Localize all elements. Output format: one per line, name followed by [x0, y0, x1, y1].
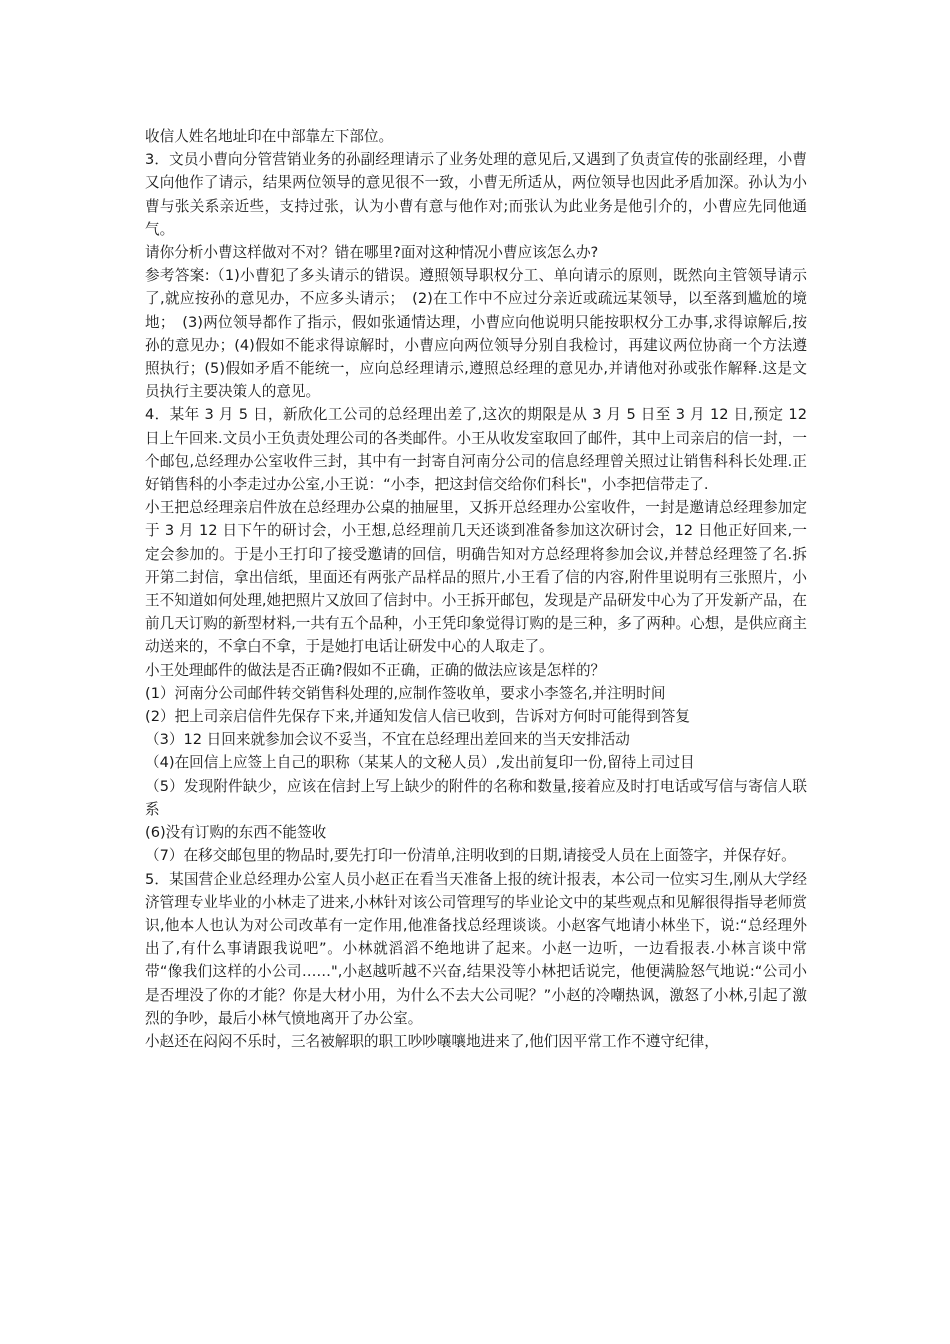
paragraph-case-3-answer: 参考答案:（1)小曹犯了多头请示的错误。遵照领导职权分工、单向请示的原则，既然向主管领导请示了,就应按孙的意见办，不应多头请示； (2)在工作中不应过分亲近或疏远某领导，以至落到尴尬的境地； (3)两位领导都作了指示，假如张通情达理，小曹应向他说明只能按职权分工办事,求得谅解后,按孙的意见办；(4)假如不能求得谅解时，小曹应向两位领导分别自我检讨，再建议两位协商一个方法遵照执行；(5)假如矛盾不能统一，应向总经理请示,遵照总经理的意见办,并请他对孙或张作解释.这是文员执行主要决策人的意见。: [145, 267, 807, 401]
paragraph-case-5-continued: 小赵还在闷闷不乐时，三名被解职的职工吵吵嚷嚷地进来了,他们因平常工作不遵守纪律，: [145, 1032, 719, 1050]
paragraph-case-5: 5．某国营企业总经理办公室人员小赵正在看当天准备上报的统计报表，本公司一位实习生,刚从大学经济管理专业毕业的小林走了进来,小林针对该公司管理写的毕业论文中的某些观点和见解很得指导老师赏识,他本人也认为对公司改革有一定作用,他准备找总经理谈谈。小赵客气地请小林坐下，说:“总经理外出了,有什么事请跟我说吧”。小林就滔滔不绝地讲了起来。小赵一边听，一边看报表.小林言谈中常带“像我们这样的小公司……",小赵越听越不兴奋,结果没等小林把话说完，他便满脸怒气地说:“公司小是否埋没了你的才能？你是大材小用，为什么不去大公司呢？”小赵的冷嘲热讽，激怒了小林,引起了激烈的争吵，最后小林气愤地离开了办公室。: [145, 870, 807, 1027]
answer-item-2: (2）把上司亲启信件先保存下来,并通知发信人信已收到，告诉对方何时可能得到答复: [145, 708, 690, 726]
answer-item-5: （5）发现附件缺少，应该在信封上写上缺少的附件的名称和数量,接着应及时打电话或写信与寄信人联系: [145, 777, 807, 818]
answer-item-3: （3）12 日回来就参加会议不妥当，不宜在总经理出差回来的当天安排活动: [145, 731, 630, 749]
paragraph-case-3: 3．文员小曹向分管营销业务的孙副经理请示了业务处理的意见后,又遇到了负责宣传的张副经理，小曹又向他作了请示，结果两位领导的意见很不一致，小曹无所适从，两位领导也因此矛盾加深。孙认为小曹与张关系亲近些，支持过张，认为小曹有意与他作对;而张认为此业务是他引介的，小曹应先同他通气。: [145, 151, 807, 238]
paragraph-envelope-note: 收信人姓名地址印在中部靠左下部位。: [145, 128, 394, 145]
paragraph-case-4-detail: 小王把总经理亲启件放在总经理办公桌的抽屉里，又拆开总经理办公室收件，一封是邀请总经理参加定于 3 月 12 日下午的研讨会，小王想,总经理前几天还谈到准备参加这次研讨会，12 日他正好回来,一定会参加的。于是小王打印了接受邀请的回信，明确告知对方总经理将参加会议,并替总经理签了名.拆开第二封信，拿出信纸，里面还有两张产品样品的照片,小王看了信的内容,附件里说明有三张照片，小王不知道如何处理,她把照片又放回了信封中。小王拆开邮包，发现是产品研发中心为了开发新产品，在前几天订购的新型材料,一共有五个品种，小王凭印象觉得订购的是三种，多了两种。心想，是供应商主动送来的，不拿白不拿，于是她打电话让研发中心的人取走了。: [145, 499, 807, 656]
paragraph-case-4-question: 小王处理邮件的做法是否正确?假如不正确，正确的做法应该是怎样的？: [145, 661, 606, 679]
answer-item-1: (1）河南分公司邮件转交销售科处理的,应制作签收单，要求小李签名,并注明时间: [145, 684, 666, 702]
paragraph-case-4: 4．某年 3 月 5 日，新欣化工公司的总经理出差了,这次的期限是从 3 月 5 日至 3 月 12 日,预定 12 日上午回来.文员小王负责处理公司的各类邮件。小王从收发室取回了邮件，其中上司亲启的信一封，一个邮包,总经理办公室收件三封，其中有一封寄自河南分公司的信息经理曾关照过让销售科科长处理.正好销售科的小李走过办公室,小王说：“小李，把这封信交给你们科长"，小李把信带走了.: [145, 406, 807, 494]
paragraph-case-3-question: 请你分析小曹这样做对不对？错在哪里?面对这种情况小曹应该怎么办?: [145, 244, 599, 262]
answer-item-6: (6)没有订购的东西不能签收: [145, 824, 327, 842]
answer-item-4: （4)在回信上应签上自己的职称（某某人的文秘人员）,发出前复印一份,留待上司过目: [145, 754, 695, 772]
document-body: [145, 125, 807, 1053]
answer-item-7: （7）在移交邮包里的物品时,要先打印一份清单,注明收到的日期,请接受人员在上面签字，并保存好。: [145, 847, 796, 865]
